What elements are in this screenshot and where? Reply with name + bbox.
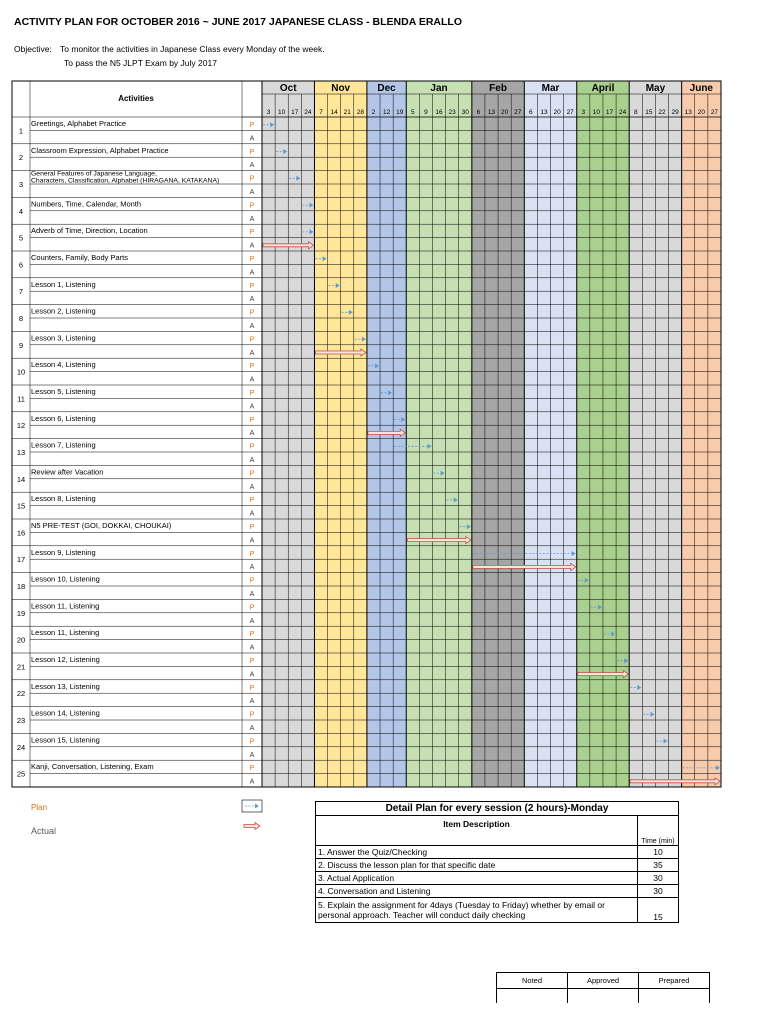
activity-name: Lesson 2, Listening: [31, 306, 96, 316]
day-label: 13: [487, 109, 496, 116]
detail-row: [316, 846, 679, 859]
activity-number: 16: [16, 528, 26, 538]
day-label: 17: [291, 109, 299, 116]
activity-number: 14: [16, 474, 26, 484]
activity-name: Classroom Expression, Alphabet Practice: [31, 145, 169, 155]
plan-letter: P: [249, 470, 255, 478]
actual-letter: A: [249, 644, 255, 652]
legend-plan-label: Plan: [31, 803, 48, 812]
activity-number: 20: [16, 635, 26, 645]
activity-number: 9: [18, 340, 24, 350]
day-label: 27: [566, 109, 574, 116]
item-description-header: Item Description: [316, 816, 638, 846]
activity-number: 5: [18, 233, 24, 243]
actual-letter: A: [249, 242, 255, 250]
plan-letter: P: [249, 390, 255, 397]
detail-plan-table: [315, 801, 679, 923]
day-label: 19: [396, 109, 404, 116]
objective-label: Objective:: [14, 44, 52, 54]
signoff-table: [496, 972, 710, 1003]
activity-name: Lesson 12, Listening: [31, 655, 100, 664]
activity-number: 25: [16, 769, 26, 779]
detail-item-desc: [316, 898, 638, 923]
time-header: Time (min): [638, 816, 679, 846]
activity-number: 11: [17, 394, 25, 404]
day-label: 30: [461, 109, 469, 116]
activity-number: 10: [16, 367, 26, 377]
day-label: 23: [448, 109, 456, 116]
detail-item-desc-line-1: 5. Explain the assignment for 4days (Tuesday to Friday) whether by email or: [318, 900, 605, 910]
month-label: June: [689, 83, 714, 94]
activity-number: 1: [18, 126, 24, 136]
plan-letter: P: [249, 175, 255, 183]
plan-letter: P: [249, 711, 255, 719]
activity-number: 12: [16, 421, 26, 431]
actual-letter: A: [249, 725, 255, 732]
detail-row: [316, 885, 679, 898]
day-label: 27: [710, 109, 719, 116]
activity-name: N5 PRE-TEST (GOI, DOKKAI, CHOUKAI): [31, 521, 172, 530]
activity-number: 6: [18, 260, 24, 270]
actual-letter: A: [249, 430, 255, 438]
month-label: Oct: [279, 83, 297, 94]
noted-signature-cell: [497, 989, 568, 1004]
plan-letter: P: [249, 363, 255, 371]
plan-letter: P: [249, 658, 255, 665]
day-label: 7: [319, 109, 323, 116]
day-label: 27: [514, 109, 522, 116]
detail-row: [316, 872, 679, 885]
day-label: 21: [343, 109, 351, 116]
actual-letter: A: [249, 296, 255, 304]
detail-item-time: 30: [638, 872, 679, 885]
plan-letter: P: [249, 524, 255, 531]
day-label: 2: [371, 109, 376, 116]
activities-header: Activities: [118, 94, 154, 103]
detail-item-time: 10: [638, 846, 679, 859]
day-label: 24: [304, 109, 312, 116]
actual-letter: A: [249, 537, 255, 545]
month-label: Mar: [541, 83, 560, 94]
actual-letter: A: [249, 403, 255, 411]
legend-actual-label: Actual: [31, 826, 57, 836]
month-band-june: [682, 94, 721, 787]
noted-label: Noted: [497, 973, 568, 989]
approved-label: Approved: [568, 973, 639, 989]
activity-number: 23: [16, 716, 26, 725]
actual-letter: A: [249, 215, 255, 223]
actual-letter: A: [249, 510, 255, 518]
day-label: 6: [529, 109, 533, 116]
detail-item-desc: 3. Actual Application: [316, 872, 638, 885]
prepared-signature-cell: [639, 989, 710, 1004]
detail-item-desc-line-2: personal approach. Teacher will conduct daily checking: [318, 910, 526, 920]
plan-letter: P: [249, 282, 255, 290]
day-label: 6: [476, 109, 481, 116]
detail-item-time: 30: [638, 885, 679, 898]
month-label: Feb: [489, 83, 507, 94]
plan-letter: P: [249, 497, 255, 505]
day-label: 16: [435, 109, 443, 116]
month-band-jan: [406, 94, 472, 787]
activity-number: 19: [16, 608, 26, 618]
plan-letter: P: [249, 202, 255, 210]
plan-letter: P: [249, 604, 255, 612]
plan-letter: P: [249, 765, 255, 773]
activity-number: 15: [16, 501, 26, 511]
activity-number: 13: [16, 448, 26, 457]
day-label: 10: [278, 109, 286, 116]
day-label: 22: [658, 109, 666, 116]
plan-letter: P: [249, 684, 255, 692]
day-label: 10: [592, 109, 601, 116]
month-label: Dec: [377, 83, 396, 94]
day-label: 3: [581, 109, 586, 116]
plan-letter: P: [249, 631, 255, 639]
day-label: 28: [356, 109, 364, 116]
day-label: 15: [645, 109, 653, 116]
actual-letter: A: [249, 162, 255, 170]
activity-name: Lesson 13, Listening: [31, 681, 100, 691]
detail-item-desc: 2. Discuss the lesson plan for that specific date: [316, 859, 638, 872]
day-label: 5: [411, 109, 415, 116]
activity-name: Greetings, Alphabet Practice: [31, 119, 127, 128]
activity-number: 17: [16, 555, 26, 565]
activity-name: General Features of Japanese Language,: [31, 170, 157, 178]
month-label: Nov: [331, 83, 351, 94]
activity-name: Lesson 4, Listening: [31, 360, 96, 370]
prepared-label: Prepared: [639, 973, 710, 989]
detail-item-desc: 4. Conversation and Listening: [316, 885, 638, 898]
day-label: 29: [671, 109, 679, 116]
plan-letter: P: [249, 148, 255, 156]
actual-letter: A: [249, 778, 255, 786]
actual-letter: A: [249, 617, 255, 625]
plan-letter: P: [249, 738, 255, 746]
detail-row: [316, 859, 679, 872]
day-label: 3: [266, 109, 271, 116]
day-label: 12: [382, 109, 391, 116]
activity-number: 18: [16, 582, 26, 591]
day-label: 13: [684, 109, 692, 116]
activity-name: Lesson 11, Listening: [31, 628, 100, 638]
actual-letter: A: [249, 751, 255, 759]
activity-number: 24: [16, 742, 26, 752]
activity-name: Counters, Family, Body Parts: [31, 253, 128, 262]
activity-name: Lesson 1, Listening: [31, 279, 96, 289]
legend-plan-arrow-head: [255, 804, 259, 809]
month-band-dec: [367, 94, 406, 787]
activity-number: 7: [18, 287, 24, 297]
day-label: 9: [424, 109, 428, 116]
day-label: 13: [540, 109, 548, 116]
actual-letter: A: [249, 457, 255, 464]
day-label: 24: [619, 109, 627, 116]
activity-name: Numbers, Time, Calendar, Month: [31, 199, 142, 209]
plan-letter: P: [249, 577, 255, 585]
activity-name: Kanji, Conversation, Listening, Exam: [31, 762, 154, 772]
objective-line-2: To pass the N5 JLPT Exam by July 2017: [64, 58, 217, 68]
actual-letter: A: [249, 698, 255, 706]
activity-number: 22: [16, 689, 26, 699]
month-label: April: [591, 83, 615, 94]
plan-letter: P: [249, 122, 255, 129]
plan-letter: P: [249, 416, 255, 424]
actual-letter: A: [249, 135, 255, 143]
activity-name: Characters, Classification, Alphabet (HIRAGANA, KATAKANA): [31, 177, 220, 185]
activity-name: Lesson 7, Listening: [31, 440, 96, 450]
day-label: 20: [500, 109, 509, 116]
legend-actual-arrow: [244, 823, 260, 830]
activity-name: Lesson 5, Listening: [31, 387, 96, 396]
page-title: ACTIVITY PLAN FOR OCTOBER 2016 ~ JUNE 2017 JAPANESE CLASS - BLENDA ERALLO: [14, 16, 462, 28]
month-label: Jan: [430, 83, 448, 94]
activity-name: Lesson 14, Listening: [31, 708, 100, 718]
activity-number: 8: [18, 314, 24, 323]
activity-name: Adverb of Time, Direction, Location: [31, 226, 148, 236]
day-label: 17: [605, 109, 614, 116]
actual-letter: A: [249, 323, 255, 330]
plan-letter: P: [249, 443, 255, 451]
activity-name: Lesson 10, Listening: [31, 574, 100, 584]
plan-letter: P: [249, 309, 255, 317]
activity-number: 21: [16, 662, 26, 672]
activity-name: Lesson 9, Listening: [31, 547, 96, 557]
detail-plan-title: Detail Plan for every session (2 hours)-Monday: [316, 802, 679, 816]
plan-letter: P: [249, 256, 255, 263]
activity-name: Lesson 11, Listening: [31, 601, 100, 611]
detail-item-desc: 1. Answer the Quiz/Checking: [316, 846, 638, 859]
actual-letter: A: [249, 564, 255, 572]
plan-letter: P: [249, 336, 255, 344]
detail-item-time: 15: [638, 898, 679, 923]
month-label: May: [645, 83, 666, 94]
activity-name: Lesson 15, Listening: [31, 735, 100, 745]
day-label: 14: [330, 109, 338, 116]
detail-item-time: 35: [638, 859, 679, 872]
day-label: 20: [553, 109, 561, 116]
activity-name: Lesson 6, Listening: [31, 413, 96, 423]
day-label: 20: [697, 109, 705, 116]
detail-row: [316, 898, 679, 923]
actual-letter: A: [249, 269, 255, 277]
activity-number: 4: [18, 206, 24, 216]
actual-letter: A: [249, 376, 255, 384]
activity-name: Review after Vacation: [31, 467, 104, 477]
plan-letter: P: [249, 229, 255, 237]
day-label: 8: [633, 109, 638, 116]
approved-signature-cell: [568, 989, 639, 1004]
actual-letter: A: [249, 671, 255, 679]
activity-number: 2: [18, 153, 24, 163]
activity-name: Lesson 3, Listening: [31, 333, 96, 343]
plan-letter: P: [249, 550, 255, 558]
activity-name: Lesson 8, Listening: [31, 494, 96, 504]
actual-letter: A: [249, 591, 255, 598]
actual-letter: A: [249, 483, 255, 491]
objective-line-1: To monitor the activities in Japanese Class every Monday of the week.: [60, 44, 325, 54]
actual-letter: A: [249, 349, 255, 357]
legend-icons: [240, 798, 270, 838]
actual-letter: A: [249, 189, 255, 196]
activity-number: 3: [18, 180, 24, 189]
